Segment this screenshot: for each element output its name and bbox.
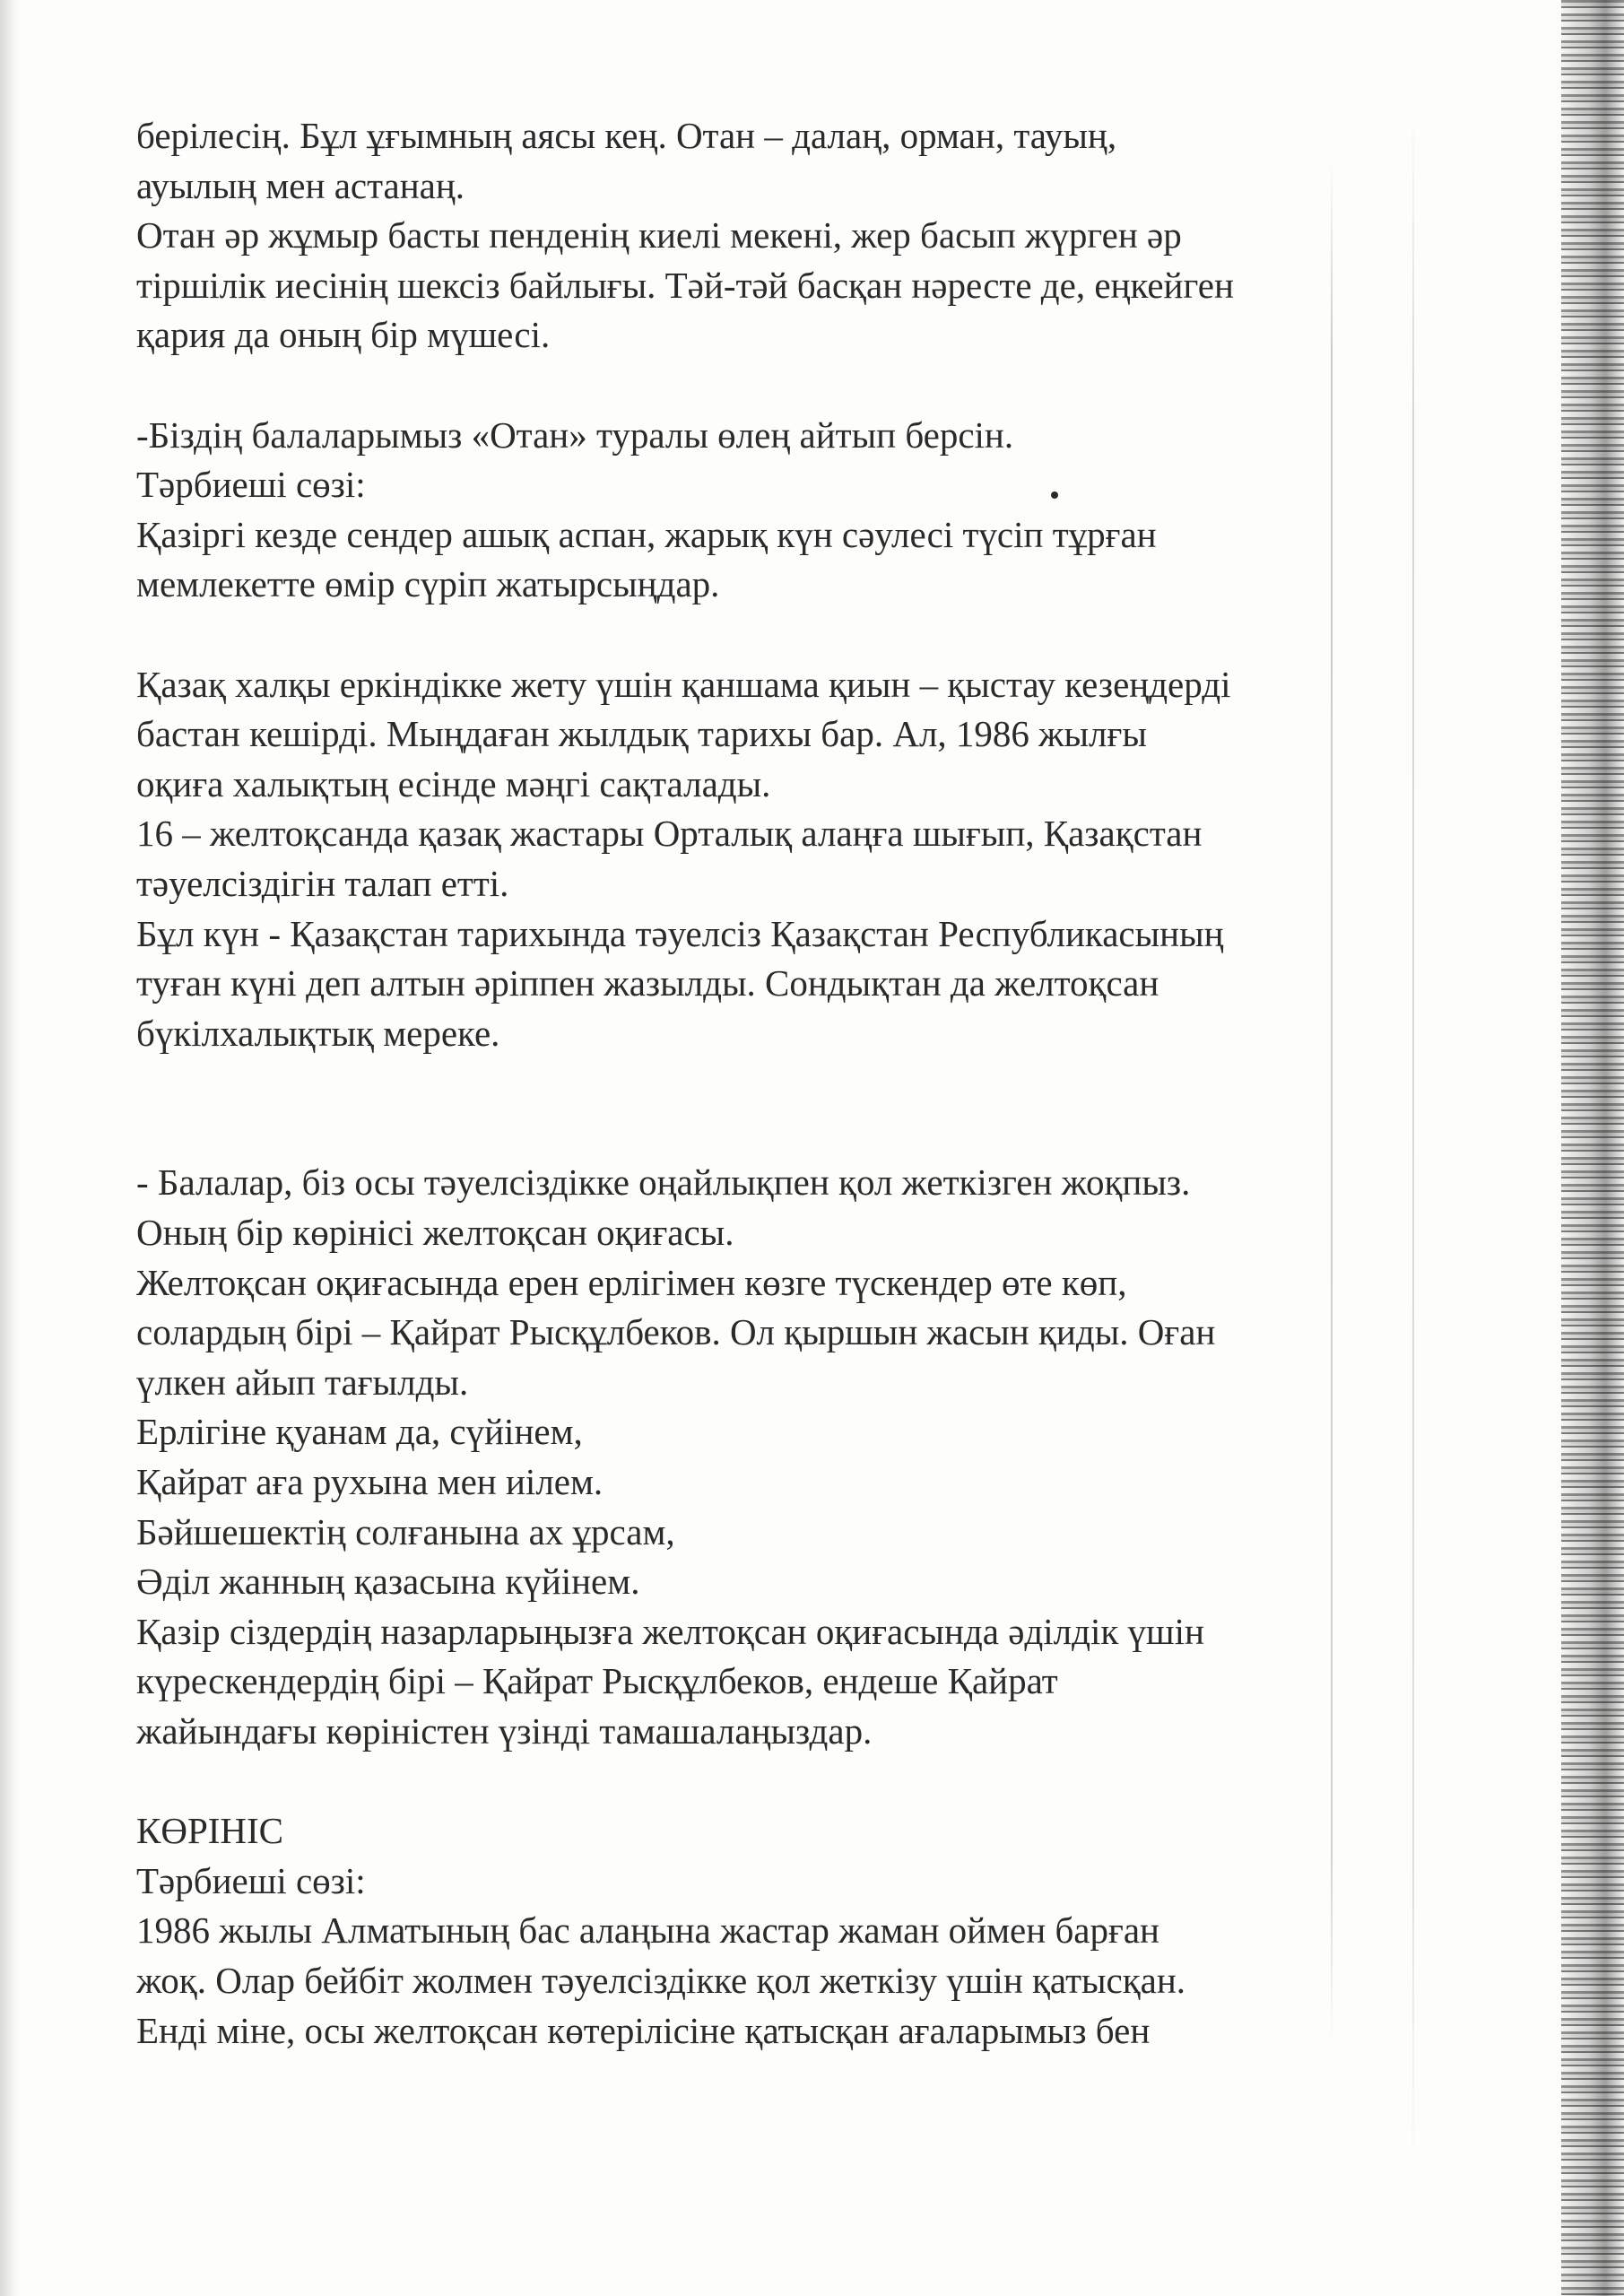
text-line: Қазір сіздердің назарларыңызға желтоқсан оқиғасында әділдік үшін — [136, 1610, 1204, 1652]
text-line: - Балалар, біз осы тәуелсіздікке оңайлықпен қол жеткізген жоқпыз. — [136, 1161, 1191, 1204]
text-line: бүкілхалықтық мереке. — [136, 1012, 500, 1054]
text-line: мемлекетте өмір сүріп жатырсыңдар. — [136, 563, 720, 605]
text-line: берілесің. Бұл ұғымның аясы кең. Отан – далаң, орман, тауың, — [136, 115, 1117, 156]
paragraph-gap — [136, 1058, 1446, 1158]
text-line: оқиға халықтың есінде мәңгі сақталады. — [136, 762, 771, 804]
paragraph-poem-intro — [136, 411, 1446, 610]
paragraph-gap — [136, 361, 1446, 411]
poem-line: Қайрат аға рухына мен иілем. — [136, 1461, 604, 1503]
text-line: жайындағы көріністен үзінді тамашалаңыздар. — [136, 1710, 873, 1752]
text-line: -Біздің балаларымыз «Отан» туралы өлең айтып берсін. — [136, 413, 1014, 456]
text-line: ауылың мен астанаң. — [136, 164, 465, 206]
text-line: Оның бір көрінісі желтоқсан оқиғасы. — [136, 1212, 734, 1254]
text-line: тәуелсіздігін талап етті. — [136, 862, 509, 904]
speaker-label: Тәрбиеші сөзі: — [136, 1859, 366, 1901]
section-heading: КӨРІНІС — [136, 1810, 284, 1852]
text-line: жоқ. Олар бейбіт жолмен тәуелсіздікке қол жеткізу үшін қатысқан. — [136, 1959, 1186, 2001]
text-line: Отан әр жұмыр басты пенденің киелі мекені, жер басып жүрген әр — [136, 214, 1182, 257]
text-line: бастан кешірді. Мыңдаған жылдық тарихы бар. Ал, 1986 жылғы — [136, 713, 1147, 755]
scan-noise-right-edge — [1561, 0, 1624, 2296]
speaker-label: Тәрбиеші сөзі: — [136, 464, 366, 506]
paragraph-homeland — [136, 111, 1446, 361]
text-line: Енді міне, осы желтоқсан көтерілісіне қатысқан ағаларымыз бен — [136, 2009, 1151, 2051]
text-line: үлкен айып тағылды. — [136, 1361, 469, 1403]
text-line: 16 – желтоқсанда қазақ жастары Орталық алаңға шығып, Қазақстан — [136, 813, 1203, 855]
text-line: күрескендердің бірі – Қайрат Рысқұлбеков, ендеше Қайрат — [136, 1660, 1058, 1702]
text-line: Бұл күн - Қазақстан тарихында тәуелсіз Қазақстан Республикасының — [136, 912, 1224, 954]
poem-line: Бәйшешектің солғанына ах ұрсам, — [136, 1510, 675, 1552]
paragraph-history — [136, 660, 1446, 1059]
document-body — [136, 111, 1446, 2056]
text-line: Желтоқсан оқиғасында ерен ерлігімен көзге түскендер өте көп, — [136, 1261, 1127, 1303]
text-line: қария да оның бір мүшесі. — [136, 314, 551, 356]
text-line: 1986 жылы Алматының бас алаңына жастар жаман оймен барған — [136, 1909, 1159, 1952]
paragraph-gap — [136, 610, 1446, 660]
text-line: туған күні деп алтын әріппен жазылды. Сондықтан да желтоқсан — [136, 962, 1159, 1004]
paragraph-scene — [136, 1806, 1446, 2056]
text-line: Қазіргі кезде сендер ашық аспан, жарық күн сәулесі түсіп тұрған — [136, 513, 1157, 555]
text-line: солардың бірі – Қайрат Рысқұлбеков. Ол қыршын жасын қиды. Оған — [136, 1311, 1216, 1353]
text-line: тіршілік иесінің шексіз байлығы. Тәй-тәй басқан нәресте де, еңкейген — [136, 264, 1234, 306]
text-line: Қазақ халқы еркіндікке жету үшін қаншама қиын – қыстау кезеңдерді — [136, 663, 1231, 705]
scan-shadow-left — [0, 0, 20, 2296]
paragraph-gap — [136, 1757, 1446, 1807]
poem-line: Ерлігіне қуанам да, сүйінем, — [136, 1411, 583, 1453]
poem-line: Әділ жанның қазасына күйінем. — [136, 1561, 640, 1603]
paragraph-december-events — [136, 1158, 1446, 1756]
